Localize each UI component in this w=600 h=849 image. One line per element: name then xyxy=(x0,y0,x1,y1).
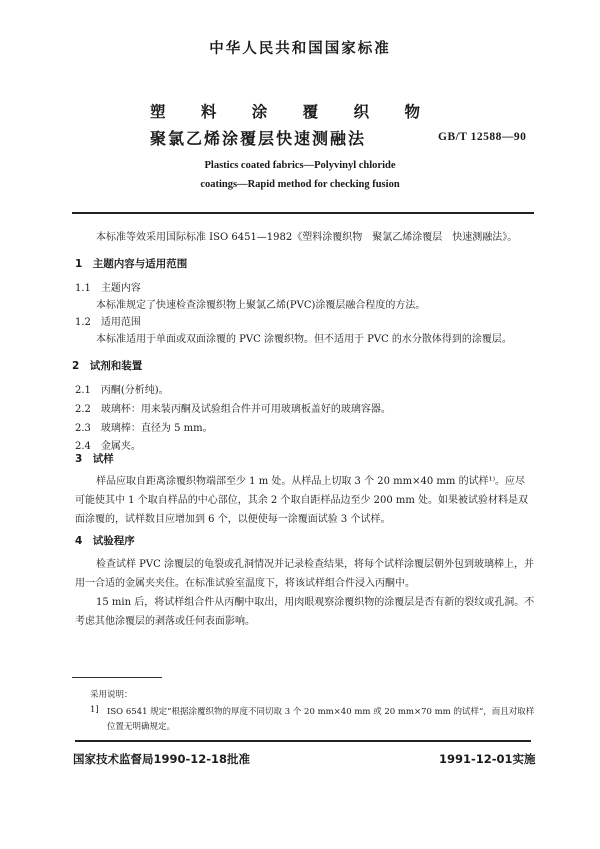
title-line-2: 聚氯乙烯涂覆层快速测融法 xyxy=(150,129,367,148)
footnote-label: 采用说明： xyxy=(90,690,133,700)
approval-date: 国家技术监督局1990-12-18批准 xyxy=(73,752,251,766)
section-1-2-text: 本标准适用于单面或双面涂覆的 PVC 涂覆织物。但不适用于 PVC 的水分散体得到的涂覆层。 xyxy=(96,334,512,345)
effective-date: 1991-12-01实施 xyxy=(439,752,536,766)
english-title-line-1: Plastics coated fabrics—Polyvinyl chloride xyxy=(204,160,396,171)
section-2-heading: 2 试剂和装置 xyxy=(72,360,143,372)
title-char: 塑 xyxy=(150,103,166,121)
section-1-1-text: 本标准规定了快速检查涂覆织物上聚氯乙烯(PVC)涂覆层融合程度的方法。 xyxy=(96,300,426,311)
section-2-item: 2.4 金属夹。 xyxy=(75,441,141,452)
footnote-text: ISO 6541 规定“根据涂覆织物的厚度不同切取 3 个 20 mm×40 mm 或 20 mm×70 mm 的试样”，而且对取样位置无明确规定。 xyxy=(107,707,535,732)
title-char: 物 xyxy=(404,103,420,121)
footnote-marker: 1] xyxy=(90,705,99,715)
national-standard-heading: 中华人民共和国国家标准 xyxy=(209,41,391,57)
section-3-heading: 3 试样 xyxy=(75,453,114,465)
title-char: 涂 xyxy=(251,103,268,121)
section-4-paragraph-2: 15 min 后，将试样组合件从丙酮中取出，用肉眼观察涂覆织物的涂覆层是否有新的裂纹或孔洞。不考虑其他涂覆层的剥落或任何表面影响。 xyxy=(75,597,535,627)
title-char: 织 xyxy=(353,103,370,121)
section-1-heading: 1 主题内容与适用范围 xyxy=(75,258,188,270)
footnote-divider xyxy=(72,677,162,678)
section-1-2-heading: 1.2 适用范围 xyxy=(75,317,141,328)
title-char: 覆 xyxy=(302,103,319,121)
section-3-text: 样品应取自距离涂覆织物端部至少 1 m 处。从样品上切取 3 个 20 mm×40 mm 的试样¹⁾。应尽可能使其中 1 个取自样品的中心部位，其余 2 个取自距样品边至少 200 mm 处。如果被试验材料是双面涂覆的，试样数目应增加到 6 个，以便使每一涂覆面试验 3 个试样。 xyxy=(75,476,529,525)
title-char: 料 xyxy=(200,103,217,121)
title-line-1 xyxy=(150,100,420,122)
standard-number: GB/T 12588—90 xyxy=(438,131,527,143)
section-4-paragraph-1: 检查试样 PVC 涂覆层的龟裂或孔洞情况并记录检查结果，将每个试样涂覆层朝外包到玻璃棒上，并用一合适的金属夹夹住。在标准试验室温度下，将该试样组合件浸入丙酮中。 xyxy=(75,559,534,589)
english-title-line-2: coatings—Rapid method for checking fusion xyxy=(200,179,400,190)
section-1-1-heading: 1.1 主题内容 xyxy=(75,283,141,294)
section-2-item: 2.1 丙酮(分析纯)。 xyxy=(75,385,169,396)
footer-divider xyxy=(75,740,531,742)
header-divider xyxy=(72,212,534,214)
section-2-item: 2.3 玻璃棒：直径为 5 mm。 xyxy=(75,423,213,434)
section-4-heading: 4 试验程序 xyxy=(75,535,135,547)
section-2-item: 2.2 玻璃杯：用来装丙酮及试验组合件并可用玻璃板盖好的玻璃容器。 xyxy=(75,404,391,415)
intro-paragraph: 本标准等效采用国际标准 ISO 6451—1982《塑料涂覆织物 聚氯乙烯涂覆层 快速测融法》。 xyxy=(96,232,518,243)
